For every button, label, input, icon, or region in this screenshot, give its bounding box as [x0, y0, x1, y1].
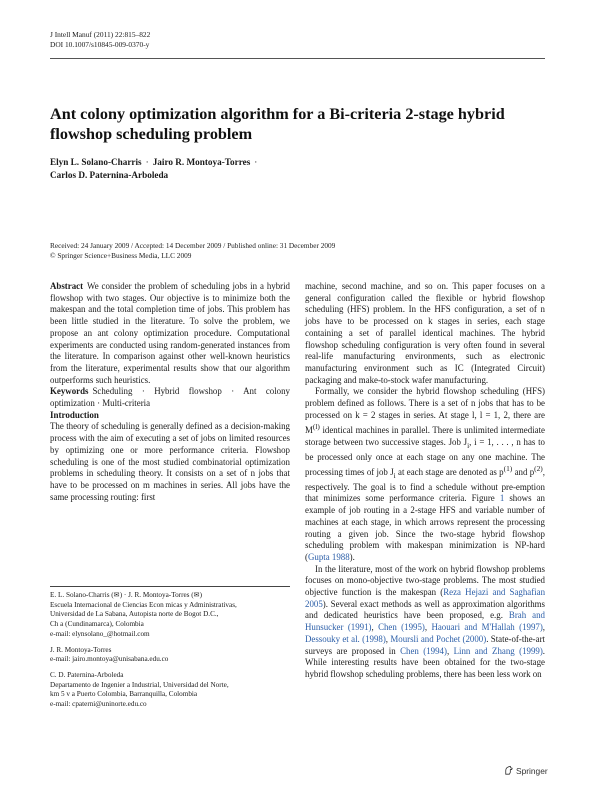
affiliation-text: km 5 v a Puerto Colombia, Barranquilla, Colombia	[50, 690, 198, 699]
keywords	[50, 386, 290, 409]
author-separator: ·	[145, 157, 149, 167]
abstract	[50, 281, 290, 386]
affiliation-text: Ch a (Cundinamarca), Colombia	[50, 620, 144, 629]
text-run: ,	[385, 633, 391, 644]
text-run: and p	[512, 467, 535, 478]
superscript: (2)	[534, 464, 543, 474]
right-column	[305, 281, 545, 681]
citation-link[interactable]: Chen (1994)	[400, 645, 447, 656]
text-run: . State-of-the-art surveys are proposed in	[305, 633, 545, 656]
journal-citation: J Intell Manuf (2011) 22:815–822	[50, 30, 151, 39]
affiliation-names: J. R. Montoya-Torres	[50, 645, 112, 654]
text-run: In the literature, most of the work on hybrid flowshop problems focuses on mono-objective two-stage problems. The most studied objective function is the makespan (	[305, 563, 545, 598]
left-column	[50, 281, 290, 503]
text-run: ).	[349, 551, 355, 562]
publication-dates	[50, 241, 545, 261]
citation-link[interactable]: Dessouky et al. (1998)	[305, 633, 386, 644]
text-run: identical machines in parallel. There is unlimited intermediate storage between two successive stages. Job J	[305, 425, 545, 448]
citation-link[interactable]: Moursli and Pochet (2000)	[390, 633, 487, 644]
affiliation-text: Departamento de Ingenier a Industrial, Universidad del Norte,	[50, 680, 229, 689]
abstract-text: We consider the problem of scheduling jobs in a hybrid flowshop with two stages. Our objective is to minimize both the makespan and the total completion time of jobs. This problem has been little studied in the literature. To solve the problem, we propose an ant colony optimization procedure. Computational experiments are conducted using random-generated instances from the literature. In comparison against other well-known heuristics from the literature, experimental results show that our algorithm outperforms such heuristics.	[50, 281, 290, 385]
footnote-rule	[50, 586, 290, 587]
email-link[interactable]: e-mail: cpaterni@uninorte.edu.co	[50, 700, 147, 709]
section-heading-introduction: Introduction	[50, 409, 99, 420]
subscript: i	[467, 440, 470, 450]
body-paragraph	[305, 386, 545, 563]
citation-link[interactable]: Gupta 1988	[307, 551, 350, 562]
body-paragraph: machine, second machine, and so on. This paper focuses on a general configuration called the flexible or hybrid flowshop scheduling (HFS) problem. In the HFS configuration, a set of n jobs have to be processed on k stages in series, each stage containing a set of parallel identical machines. The hybrid flowshop scheduling configuration is very often found in several real-life manufacturing environments, such as electronic manufacturing environment such as IC (Integrated Circuit) packaging and make-to-stock wafer manufacturing.	[305, 281, 545, 385]
text-run: shows an example of job routing in a 2-stage HFS and variable number of machines at each stage, in which arrows represent the processing routing a given job. Since the two-stage hybrid flowshop scheduling problem with makespan minimization is NP-hard (	[305, 493, 545, 562]
author-3: Carlos D. Paternina-Arboleda	[50, 170, 169, 180]
keywords-heading: Keywords	[50, 386, 89, 397]
author-separator: ·	[254, 157, 258, 167]
affiliation-names: E. L. Solano-Charris (✉) · J. R. Montoya-Torres (✉)	[50, 591, 203, 599]
affiliation-1	[50, 591, 290, 640]
body-paragraph	[305, 564, 545, 681]
citation-link[interactable]: Brah and Hunsucker (1991)	[305, 610, 545, 633]
journal-header	[50, 30, 150, 50]
text-run: , respectively. The goal is to find a schedule without pre-emption that minimizes some performance criteria. Figure	[305, 467, 545, 504]
affiliation-text: Escuela Internacional de Ciencias Econ micas y Administrativas,	[50, 600, 237, 609]
publisher-logo	[503, 765, 548, 776]
text-run: . While interesting results have been obtained for the two-stage hybrid flowshop scheduling problems, there has been less work on	[305, 645, 546, 679]
intro-paragraph: The theory of scheduling is generally defined as a decision-making process with the aim of executing a set of jobs on limited resources by optimizing one or more performance criteria. Flowshop scheduling is one of the most studied combinatorial optimization problems in scheduling theory. It consists on a set of n jobs that have to be processed on m machines in series. All jobs have the same processing routing: first	[50, 421, 290, 502]
citation-link[interactable]: Chen (1995)	[378, 622, 425, 633]
author-1: Elyn L. Solano-Charris	[50, 157, 142, 167]
citation-link[interactable]: Reza Hejazi and Saghafian 2005	[305, 587, 546, 609]
citation-link[interactable]: Haouari and M'Hallah (1997)	[431, 622, 543, 633]
affiliation-text: Universidad de La Sabana, Autopista norte de Bogot D.C.,	[50, 610, 219, 619]
author-2: Jairo R. Montoya-Torres	[152, 157, 251, 167]
paper-title: Ant colony optimization algorithm for a Bi-criteria 2-stage hybrid flowshop scheduling problem	[50, 105, 505, 143]
email-link[interactable]: e-mail: jairo.montoya@unisabana.edu.co	[50, 655, 169, 664]
superscript: (l)	[312, 422, 320, 432]
doi[interactable]: DOI 10.1007/s10845-009-0370-y	[50, 40, 150, 49]
publisher-name: Springer	[516, 765, 548, 776]
text-run: ,	[446, 645, 454, 656]
history-line: Received: 24 January 2009 / Accepted: 14 December 2009 / Published online: 31 December 2009	[50, 241, 336, 250]
subscript: i	[393, 471, 396, 481]
affiliations	[50, 591, 290, 710]
copyright-line: © Springer Science+Business Media, LLC 2009	[50, 251, 192, 260]
keywords-text: Scheduling · Hybrid flowshop · Ant colony optimization · Multi-criteria	[50, 386, 290, 409]
citation-link[interactable]: Linn and Zhang (1999)	[453, 645, 543, 656]
superscript: (1)	[503, 464, 513, 474]
affiliation-names: C. D. Paternina-Arboleda	[50, 670, 124, 679]
text-run: at each stage are denoted as p	[395, 467, 504, 478]
affiliation-3	[50, 671, 290, 710]
header-rule	[50, 58, 545, 59]
abstract-heading: Abstract	[50, 281, 84, 291]
text-run: ). Several exact methods as well as approximation algorithms and dedicated heuristics have been proposed, e.g.	[305, 598, 545, 621]
email-link[interactable]: e-mail: elynsolano_@hotmail.com	[50, 629, 150, 638]
affiliation-2	[50, 646, 290, 665]
springer-horse-icon	[503, 765, 514, 776]
text-run: Formally, we consider the hybrid flowshop scheduling (HFS) problem defined as follows. There is a set of n jobs that has to be processed on k = 2 stages in series. At stage l, l = 1, 2, there are M	[305, 386, 545, 436]
author-list	[50, 156, 450, 182]
text-run: ,	[542, 622, 545, 633]
figure-link[interactable]: 1	[499, 493, 505, 504]
text-run: , i = 1, . . . , n has to be processed only once at each stage on any one machine. The processing times of job J	[305, 437, 545, 478]
text-run: ,	[424, 622, 432, 633]
text-run: ,	[371, 622, 379, 633]
